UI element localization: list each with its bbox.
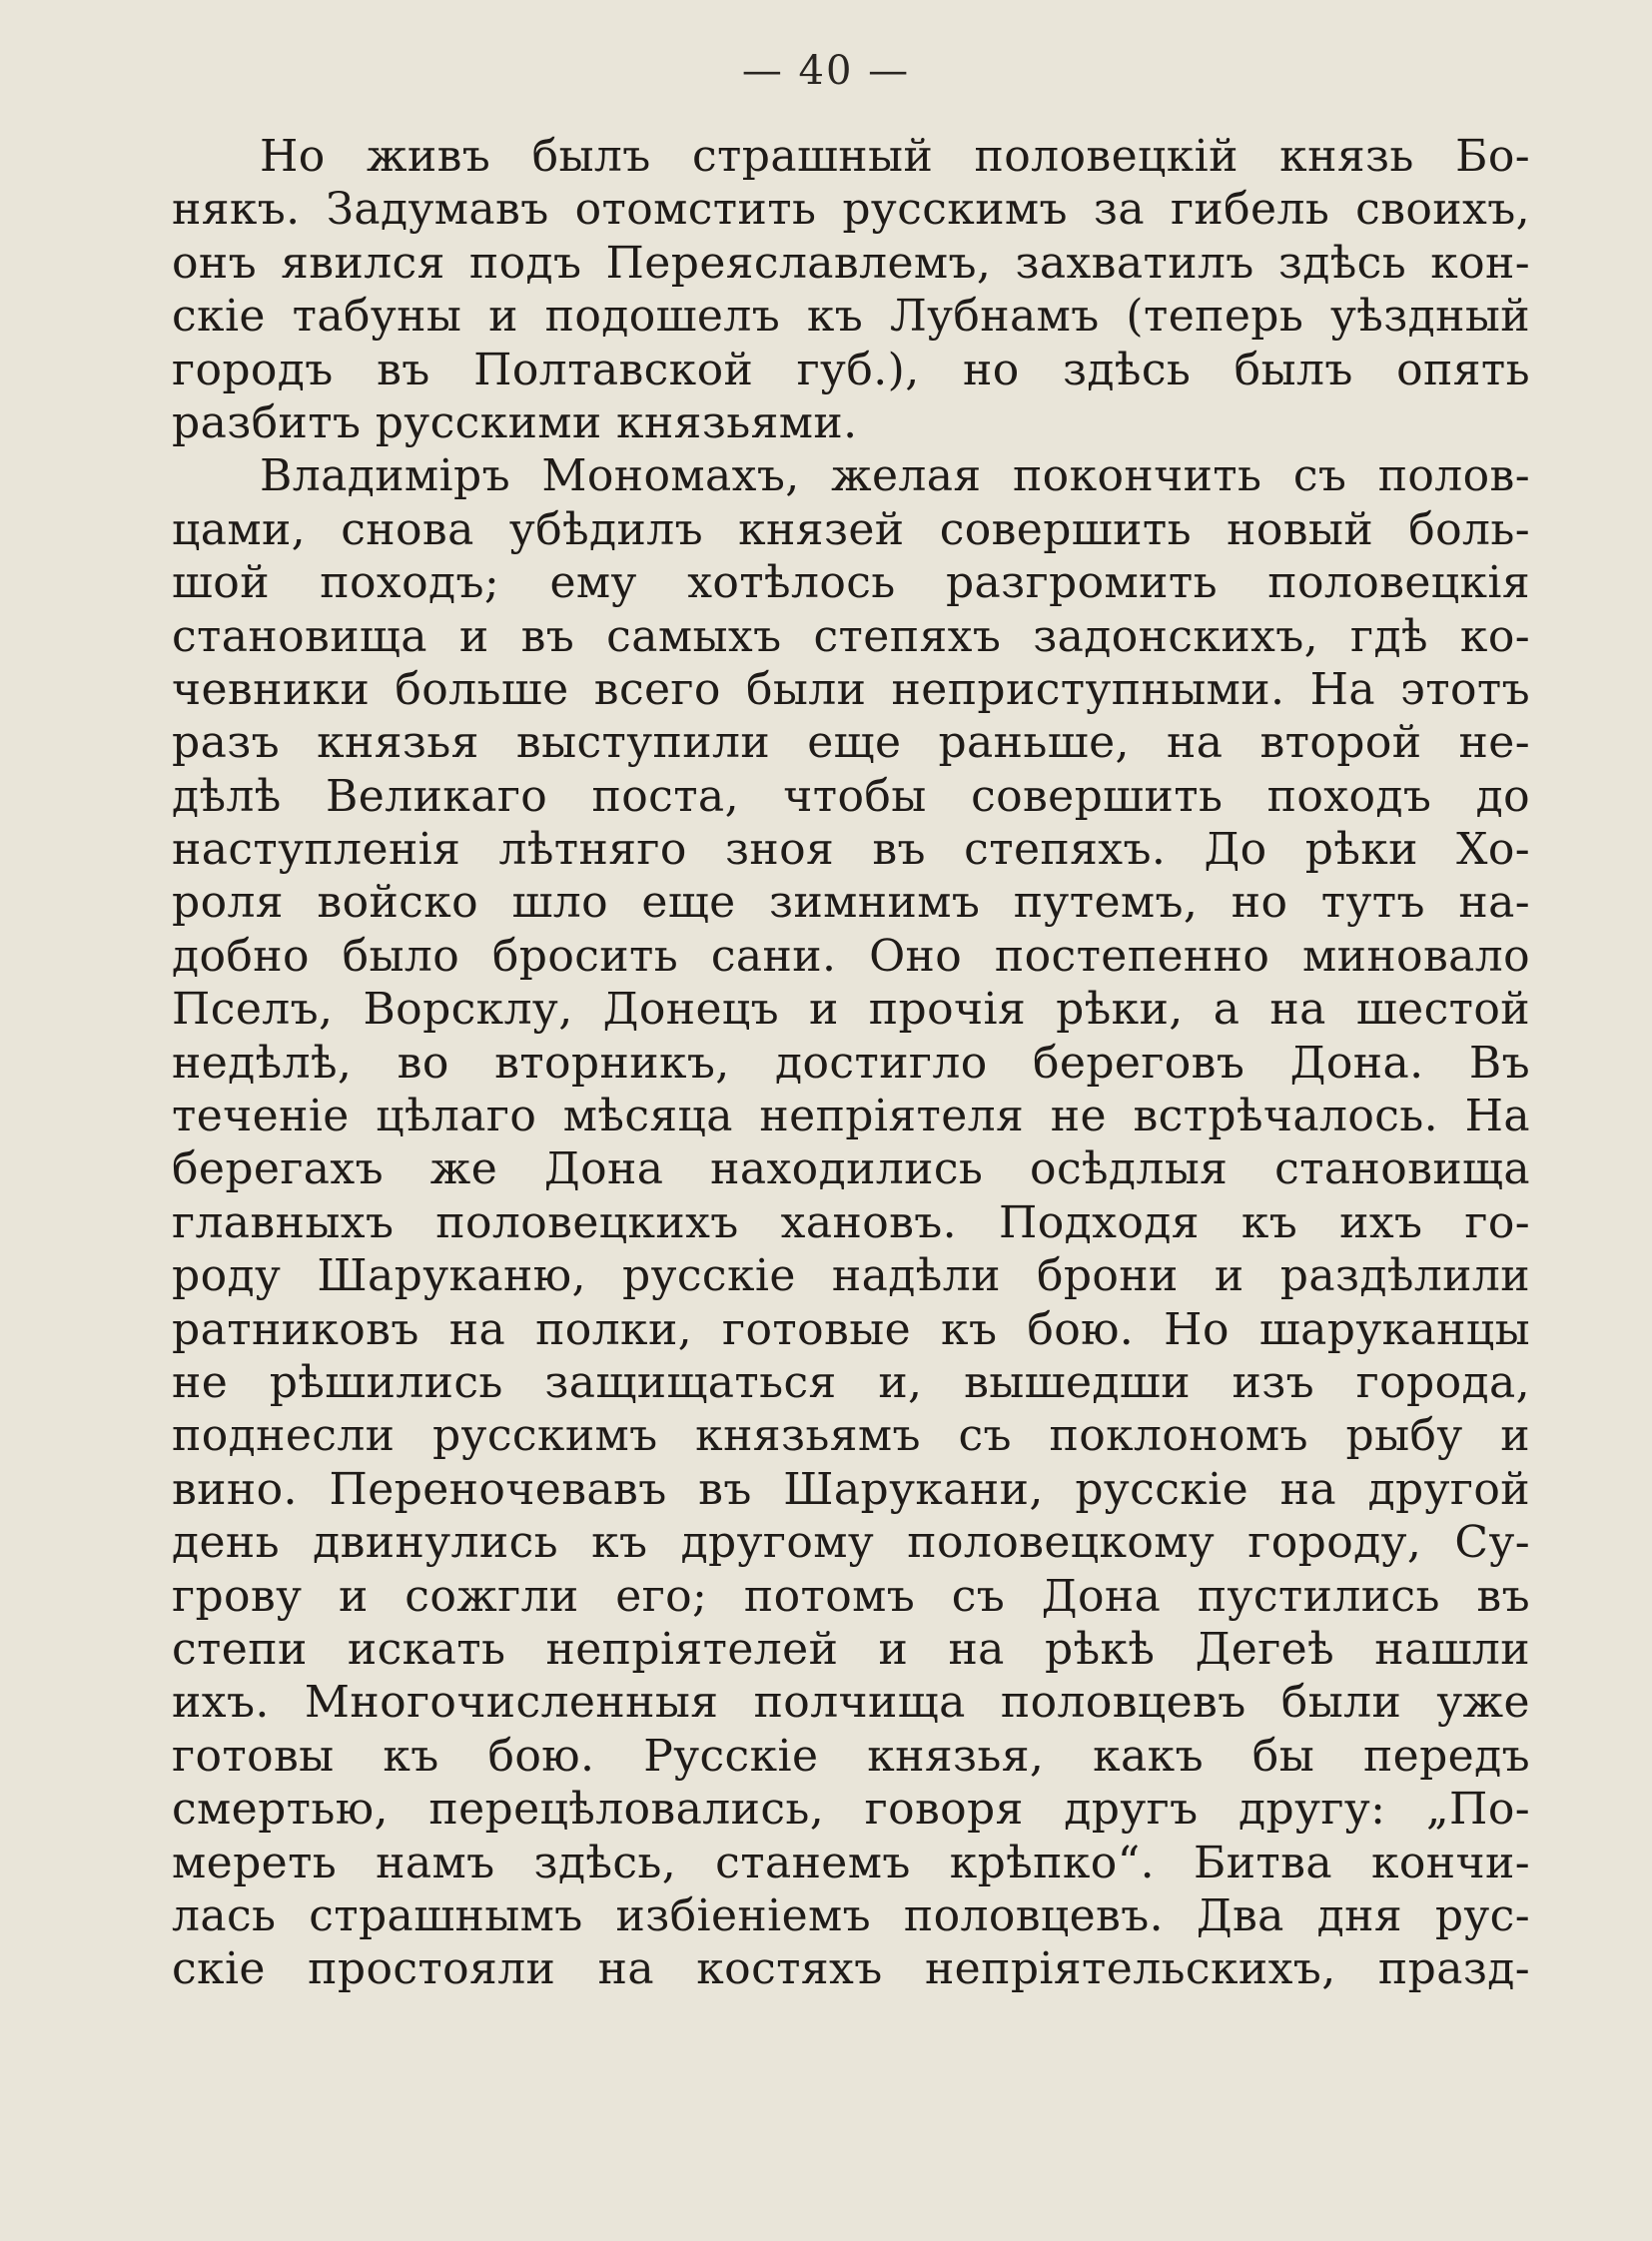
text-line: наступленія лѣтняго зноя въ степяхъ. До рѣки Хо- [172, 824, 1530, 876]
text-line: недѣлѣ, во вторникъ, достигло береговъ Дона. Въ [172, 1037, 1530, 1089]
text-line: чевники больше всего были неприступными. На этотъ [172, 663, 1530, 715]
text-line: разъ князья выступили еще раньше, на второй не- [172, 717, 1530, 769]
text-line: степи искать непріятелей и на рѣкѣ Дегеѣ нашли [172, 1623, 1530, 1675]
text-line: онъ явился подъ Переяславлемъ, захватилъ здѣсь кон- [172, 237, 1530, 289]
text-line: скіе табуны и подошелъ къ Лубнамъ (теперь уѣздный [172, 291, 1530, 343]
text-line: берегахъ же Дона находились осѣдлыя становища [172, 1143, 1530, 1195]
text-line: теченіе цѣлаго мѣсяца непріятеля не встрѣчалось. На [172, 1091, 1530, 1142]
text-line: становища и въ самыхъ степяхъ задонскихъ, гдѣ ко- [172, 610, 1530, 662]
text-line: цами, снова убѣдилъ князей совершить новый боль- [172, 503, 1530, 555]
text-line: мереть намъ здѣсь, станемъ крѣпко“. Битва кончи- [172, 1837, 1530, 1888]
text-line: шой походъ; ему хотѣлось разгромить половецкія [172, 557, 1530, 609]
text-line: грову и сожгли его; потомъ съ Дона пустились въ [172, 1570, 1530, 1622]
text-line: Владиміръ Мономахъ, желая покончить съ полов- [260, 450, 1530, 502]
text-line: добно было бросить сани. Оно постепенно миновало [172, 930, 1530, 982]
text-line: някъ. Задумавъ отомстить русскимъ за гибель своихъ, [172, 184, 1530, 236]
text-line: не рѣшились защищаться и, вышедши изъ города, [172, 1356, 1530, 1408]
text-line: скіе простояли на костяхъ непріятельскихъ, празд- [172, 1943, 1530, 1995]
text-line: дѣлѣ Великаго поста, чтобы совершить походъ до [172, 770, 1530, 822]
text-line: разбитъ русскими князьями. [172, 396, 858, 448]
text-line: лась страшнымъ избіеніемъ половцевъ. Два дня рус- [172, 1889, 1530, 1941]
page-number: — 40 — [741, 48, 911, 94]
text-line: Но живъ былъ страшный половецкій князь Бо- [260, 131, 1530, 182]
text-line: городъ въ Полтавской губ.), но здѣсь былъ опять [172, 344, 1530, 395]
text-line: ихъ. Многочисленныя полчища половцевъ были уже [172, 1677, 1530, 1729]
text-line: Пселъ, Ворсклу, Донецъ и прочія рѣки, а на шестой [172, 984, 1530, 1036]
text-line: готовы къ бою. Русскіе князья, какъ бы передъ [172, 1730, 1530, 1782]
text-line: день двинулись къ другому половецкому городу, Су- [172, 1517, 1530, 1569]
body-text [172, 130, 1530, 1996]
text-line: поднесли русскимъ князьямъ съ поклономъ рыбу и [172, 1410, 1530, 1462]
text-line: роду Шаруканю, русскіе надѣли брони и раздѣлили [172, 1250, 1530, 1302]
text-line: роля войско шло еще зимнимъ путемъ, но тутъ на- [172, 877, 1530, 929]
text-line: смертью, перецѣловались, говоря другъ другу: „По- [172, 1784, 1530, 1836]
text-line: главныхъ половецкихъ хановъ. Подходя къ ихъ го- [172, 1196, 1530, 1248]
text-line: ратниковъ на полки, готовые къ бою. Но шаруканцы [172, 1303, 1530, 1355]
text-line: вино. Переночевавъ въ Шарукани, русскіе на другой [172, 1463, 1530, 1515]
